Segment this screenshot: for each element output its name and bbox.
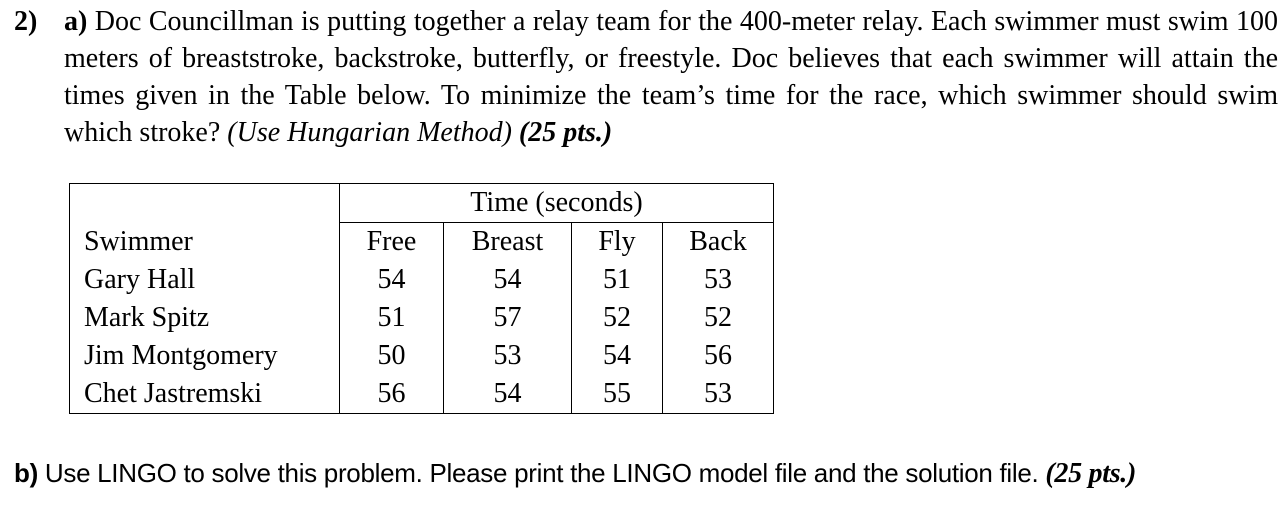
table-column-header-row <box>70 223 774 262</box>
time-cell: 53 <box>663 375 774 414</box>
time-cell: 54 <box>444 375 572 414</box>
column-header-free: Free <box>340 223 444 262</box>
swimmer-name: Chet Jastremski <box>70 375 340 414</box>
column-header-fly: Fly <box>572 223 663 262</box>
swim-times-table <box>69 183 774 414</box>
table-row <box>70 337 774 375</box>
part-b-paragraph <box>14 455 1136 492</box>
question-number: 2) <box>14 6 38 37</box>
time-cell: 56 <box>663 337 774 375</box>
part-a-label: a) <box>64 6 88 37</box>
time-cell: 51 <box>572 261 663 299</box>
part-a-points: (25 pts.) <box>518 117 613 148</box>
table-row <box>70 261 774 299</box>
swimmer-name: Jim Montgomery <box>70 337 340 375</box>
time-cell: 52 <box>572 299 663 337</box>
part-a-text: Doc Councillman is putting together a relay team for the 400-meter relay. Each swimmer must swim 100 meters of breaststroke, backstroke, butterfly, or freestyle. Doc believes that each swimmer will attain the times given in the Table below. To minimize the team’s time for the race, which swimmer should swim which stroke? <box>64 6 1279 148</box>
time-cell: 54 <box>340 261 444 299</box>
time-cell: 52 <box>663 299 774 337</box>
time-cell: 51 <box>340 299 444 337</box>
part-b-points: (25 pts.) <box>1045 458 1137 489</box>
time-cell: 53 <box>444 337 572 375</box>
time-cell: 54 <box>572 337 663 375</box>
method-note: (Use Hungarian Method) <box>227 117 512 148</box>
table-row <box>70 299 774 337</box>
table-group-header-row <box>70 184 774 223</box>
time-cell: 54 <box>444 261 572 299</box>
time-cell: 56 <box>340 375 444 414</box>
time-group-header: Time (seconds) <box>340 184 774 223</box>
part-a-paragraph <box>64 3 1278 151</box>
column-header-back: Back <box>663 223 774 262</box>
swimmer-name: Mark Spitz <box>70 299 340 337</box>
time-cell: 53 <box>663 261 774 299</box>
table-row <box>70 375 774 414</box>
column-header-breast: Breast <box>444 223 572 262</box>
table-corner-cell <box>70 184 340 223</box>
time-cell: 50 <box>340 337 444 375</box>
part-b-label: b) <box>14 458 38 488</box>
part-b-text: Use LINGO to solve this problem. Please print the LINGO model file and the solution file. <box>44 458 1039 488</box>
swimmer-name: Gary Hall <box>70 261 340 299</box>
time-cell: 55 <box>572 375 663 414</box>
time-cell: 57 <box>444 299 572 337</box>
swimmer-column-header: Swimmer <box>70 223 340 262</box>
